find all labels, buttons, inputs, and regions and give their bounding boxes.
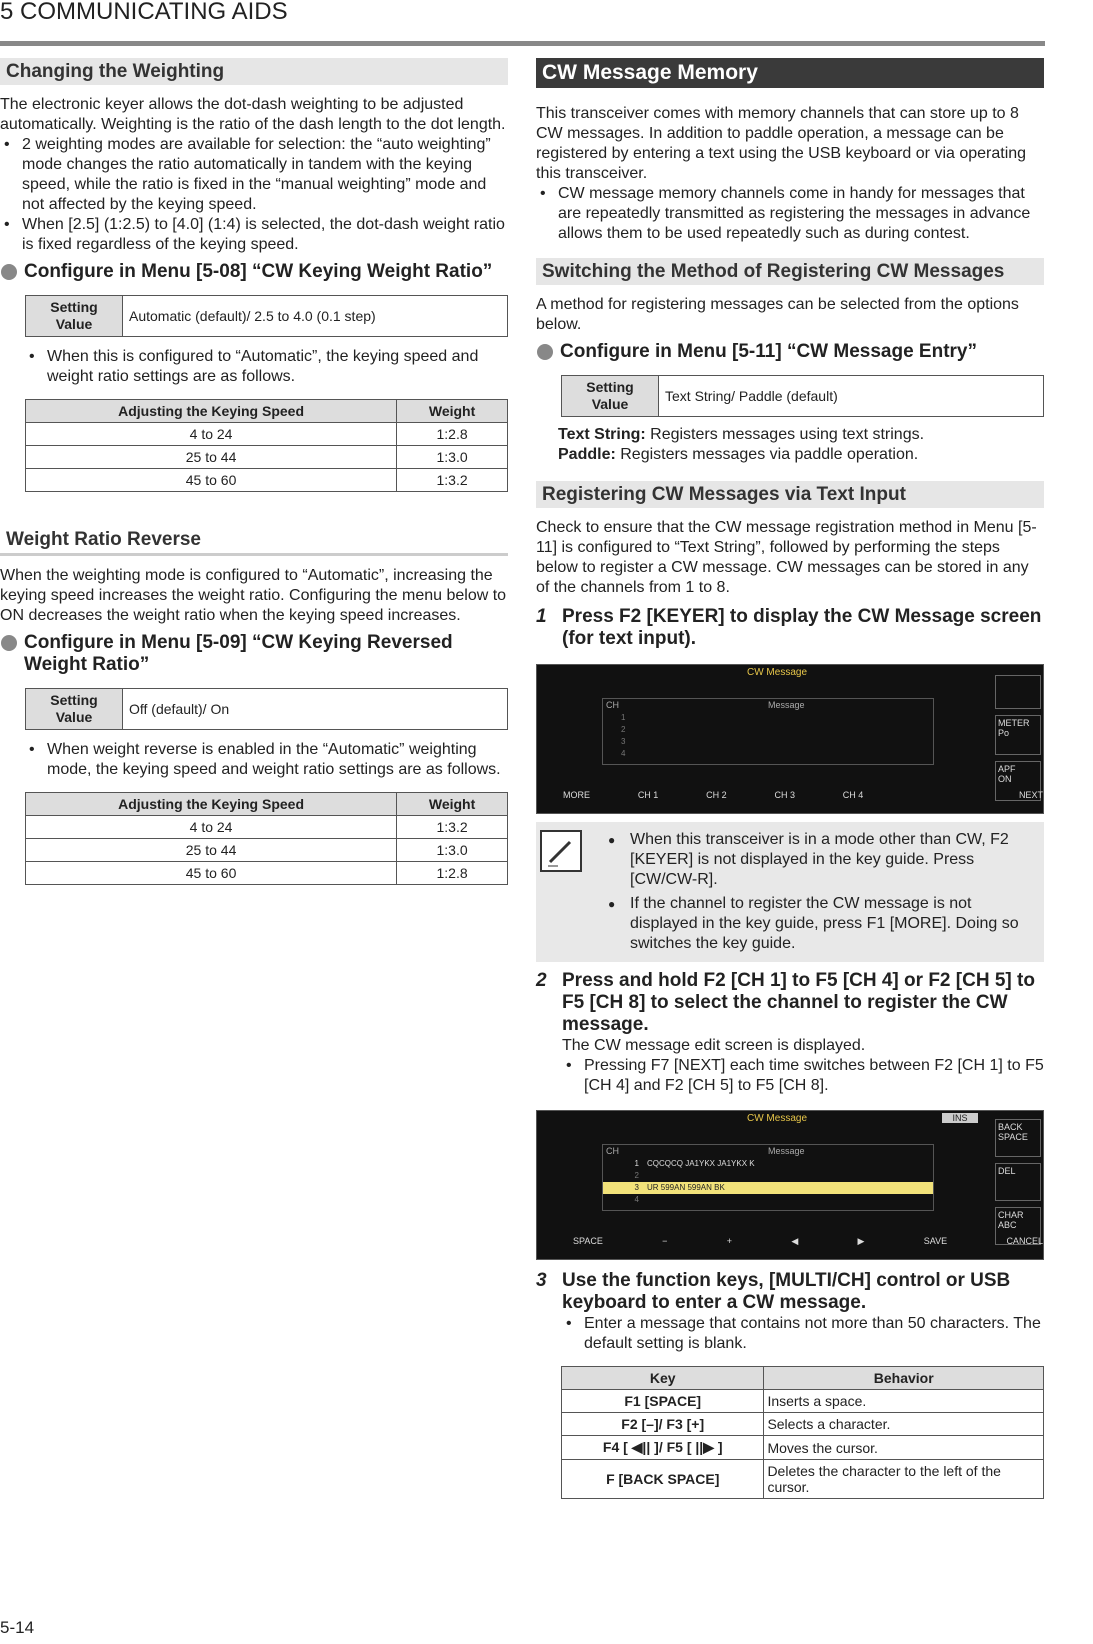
apf-key: APF ON: [995, 761, 1041, 801]
setting-value: Text String/ Paddle (default): [659, 376, 1044, 417]
paragraph: A method for registering messages can be selected from the options below.: [536, 296, 1019, 333]
note-item: ● When this transceiver is in a mode other than CW, F2 [KEYER] is not displayed in the key guide. Press [CW/CW-R].: [608, 830, 1036, 890]
key-cursor-right: ▶: [857, 1236, 865, 1246]
table-row: 4 to 24 1:2.8: [26, 423, 508, 446]
cw-message-edit-screen: [536, 1110, 1044, 1260]
list-item-selected: 3 UR 599AN 599AN BK: [603, 1182, 933, 1194]
list-item: 4: [634, 1195, 639, 1204]
chapter-title: 5 COMMUNICATING AIDS: [0, 0, 288, 25]
screen-title: CW Message: [746, 667, 807, 678]
step: 2 Press and hold F2 [CH 1] to F5 [CH 4] or F2 [CH 5] to F5 [CH 8] to select the channel to register the CW message.: [536, 970, 1035, 1035]
table-row: F2 [–]/ F3 [+] Selects a character.: [562, 1413, 1044, 1436]
section-title: Changing the Weighting: [0, 58, 508, 85]
table-row: 25 to 44 1:3.0: [26, 839, 508, 862]
weight-table: [25, 792, 508, 885]
table-row: F4 [ ◀|| ]/ F5 [ ||▶ ] Moves the cursor.: [562, 1436, 1044, 1460]
key-behavior-table: [561, 1366, 1044, 1499]
step: 3 Use the function keys, [MULTI/CH] control or USB keyboard to enter a CW message.: [536, 1270, 1011, 1313]
setting-label: Setting Value: [26, 689, 123, 730]
key-more: MORE: [563, 790, 590, 800]
setting-table: [561, 375, 1044, 417]
key-minus: −: [662, 1236, 668, 1246]
pencil-icon: [540, 830, 582, 872]
option-paddle: Paddle: Registers messages via paddle operation.: [558, 446, 919, 463]
list-item: 2: [634, 1171, 639, 1180]
cw-message-screen: [536, 664, 1044, 814]
table-row: 45 to 60 1:2.8: [26, 862, 508, 885]
col-header: Weight: [397, 793, 508, 816]
option-text-string: Text String: Registers messages using text strings.: [558, 426, 925, 443]
col-header: Adjusting the Keying Speed: [26, 400, 397, 423]
paragraph: The CW message edit screen is displayed.: [562, 1037, 866, 1054]
left-column: [0, 58, 508, 885]
key-ch3: CH 3: [774, 790, 795, 800]
section-title: Weight Ratio Reverse: [0, 526, 508, 556]
page-number: 5-14: [0, 1618, 35, 1637]
table-row: 4 to 24 1:3.2: [26, 816, 508, 839]
ins-indicator: INS: [942, 1113, 978, 1123]
del-key: DEL: [995, 1163, 1041, 1201]
setting-label: Setting Value: [26, 296, 123, 337]
bullet: • CW message memory channels come in handy for messages that are repeatedly transmitted as registering the messages in advance allows them to be used repeatedly such as during contest.: [536, 184, 1044, 244]
key-cursor-left: ◀: [791, 1236, 799, 1246]
table-row: 25 to 44 1:3.0: [26, 446, 508, 469]
bullet: • When [2.5] (1:2.5) to [4.0] (1:4) is selected, the dot-dash weight ratio is fixed regardless of the keying speed.: [0, 215, 508, 255]
table-row: 45 to 60 1:3.2: [26, 469, 508, 492]
col-header: Key: [562, 1367, 764, 1390]
function-key-guide: [563, 790, 1043, 800]
paragraph: Check to ensure that the CW message registration method in Menu [5-11] is configured to “Text String”, followed by performing the steps below to register a CW message. CW messages can be stored in any of the channels from 1 to 8.: [536, 519, 1037, 596]
channel-numbers: 1 2 3 4: [621, 713, 626, 758]
key-plus: +: [726, 1236, 732, 1246]
setting-table: [25, 295, 508, 337]
menu-heading: Configure in Menu [5-09] “CW Keying Reversed Weight Ratio”: [0, 632, 508, 676]
section-title: CW Message Memory: [536, 58, 1044, 88]
meter-key: METER Po: [995, 715, 1041, 755]
setting-value: Automatic (default)/ 2.5 to 4.0 (0.1 step): [123, 296, 508, 337]
col-header: Behavior: [764, 1367, 1044, 1390]
bullet: • When this is configured to “Automatic”, the keying speed and weight ratio settings are as follows.: [25, 347, 508, 387]
col-header: Weight: [397, 400, 508, 423]
key-ch2: CH 2: [706, 790, 727, 800]
function-key-guide: [573, 1236, 1043, 1247]
menu-heading: Configure in Menu [5-11] “CW Message Entry”: [536, 341, 1044, 363]
bullet: • Enter a message that contains not more than 50 characters. The default setting is blank.: [562, 1314, 1044, 1354]
col-header: Adjusting the Keying Speed: [26, 793, 397, 816]
section-title: Switching the Method of Registering CW Messages: [536, 258, 1044, 285]
header-rule: [0, 41, 1045, 46]
note-box: [536, 822, 1044, 962]
key-cancel: CANCEL: [1006, 1236, 1043, 1246]
weight-table: [25, 399, 508, 492]
section-title: Registering CW Messages via Text Input: [536, 481, 1044, 508]
key-next: NEXT: [1018, 790, 1043, 800]
paragraph: The electronic keyer allows the dot-dash weighting to be adjusted automatically. Weighting is the ratio of the dash length to the dot length.: [0, 96, 506, 133]
key-ch1: CH 1: [637, 790, 659, 800]
key-ch4: CH 4: [842, 790, 864, 800]
list-item: 1 CQCQCQ JA1YKX JA1YKX K: [634, 1159, 755, 1168]
paragraph: When the weighting mode is configured to “Automatic”, increasing the keying speed increases the weight ratio. Configuring the menu below to ON decreases the weight ratio when the keying speed increases.: [0, 567, 507, 624]
back-space-key: BACK SPACE: [995, 1119, 1041, 1157]
table-row: F1 [SPACE] Inserts a space.: [562, 1390, 1044, 1413]
step: 1 Press F2 [KEYER] to display the CW Message screen (for text input).: [536, 606, 1042, 649]
message-rows: [603, 1158, 933, 1206]
bullet: • 2 weighting modes are available for selection: the “auto weighting” mode changes the ratio automatically in tandem with the keying speed, while the ratio is fixed in the “manual weighting” mode and not affected by the keying speed.: [0, 135, 508, 215]
char-key: CHAR ABC: [995, 1207, 1041, 1245]
menu-heading: Configure in Menu [5-08] “CW Keying Weight Ratio”: [0, 261, 508, 283]
right-column: [536, 58, 1044, 1499]
setting-table: [25, 688, 508, 730]
message-list: CH Message 1 2 3 4: [602, 698, 934, 765]
table-row: F [BACK SPACE] Deletes the character to the left of the cursor.: [562, 1460, 1044, 1499]
screen-title: CW Message: [746, 1113, 807, 1124]
bullet: • When weight reverse is enabled in the “Automatic” weighting mode, the keying speed and weight ratio settings are as follows.: [25, 740, 508, 780]
side-keys: [995, 675, 1041, 801]
bullet: • Pressing F7 [NEXT] each time switches between F2 [CH 1] to F5 [CH 4] and F2 [CH 5] to F5 [CH 8].: [562, 1056, 1044, 1096]
key-save: SAVE: [923, 1236, 948, 1246]
setting-label: Setting Value: [562, 376, 659, 417]
setting-value: Off (default)/ On: [123, 689, 508, 730]
key-space: SPACE: [573, 1236, 603, 1246]
note-item: ● If the channel to register the CW message is not displayed in the key guide, press F1 [MORE]. Doing so switches the key guide.: [608, 894, 1036, 954]
message-list: CH Message 1 CQCQCQ JA1YKX JA1YKX K 2 3 UR 599AN 599AN BK 4: [602, 1144, 934, 1211]
paragraph: This transceiver comes with memory channels that can store up to 8 CW messages. In addition to paddle operation, a message can be registered by entering a text using the USB keyboard or via operating this transceiver.: [536, 105, 1027, 182]
side-keys: [995, 1119, 1041, 1245]
